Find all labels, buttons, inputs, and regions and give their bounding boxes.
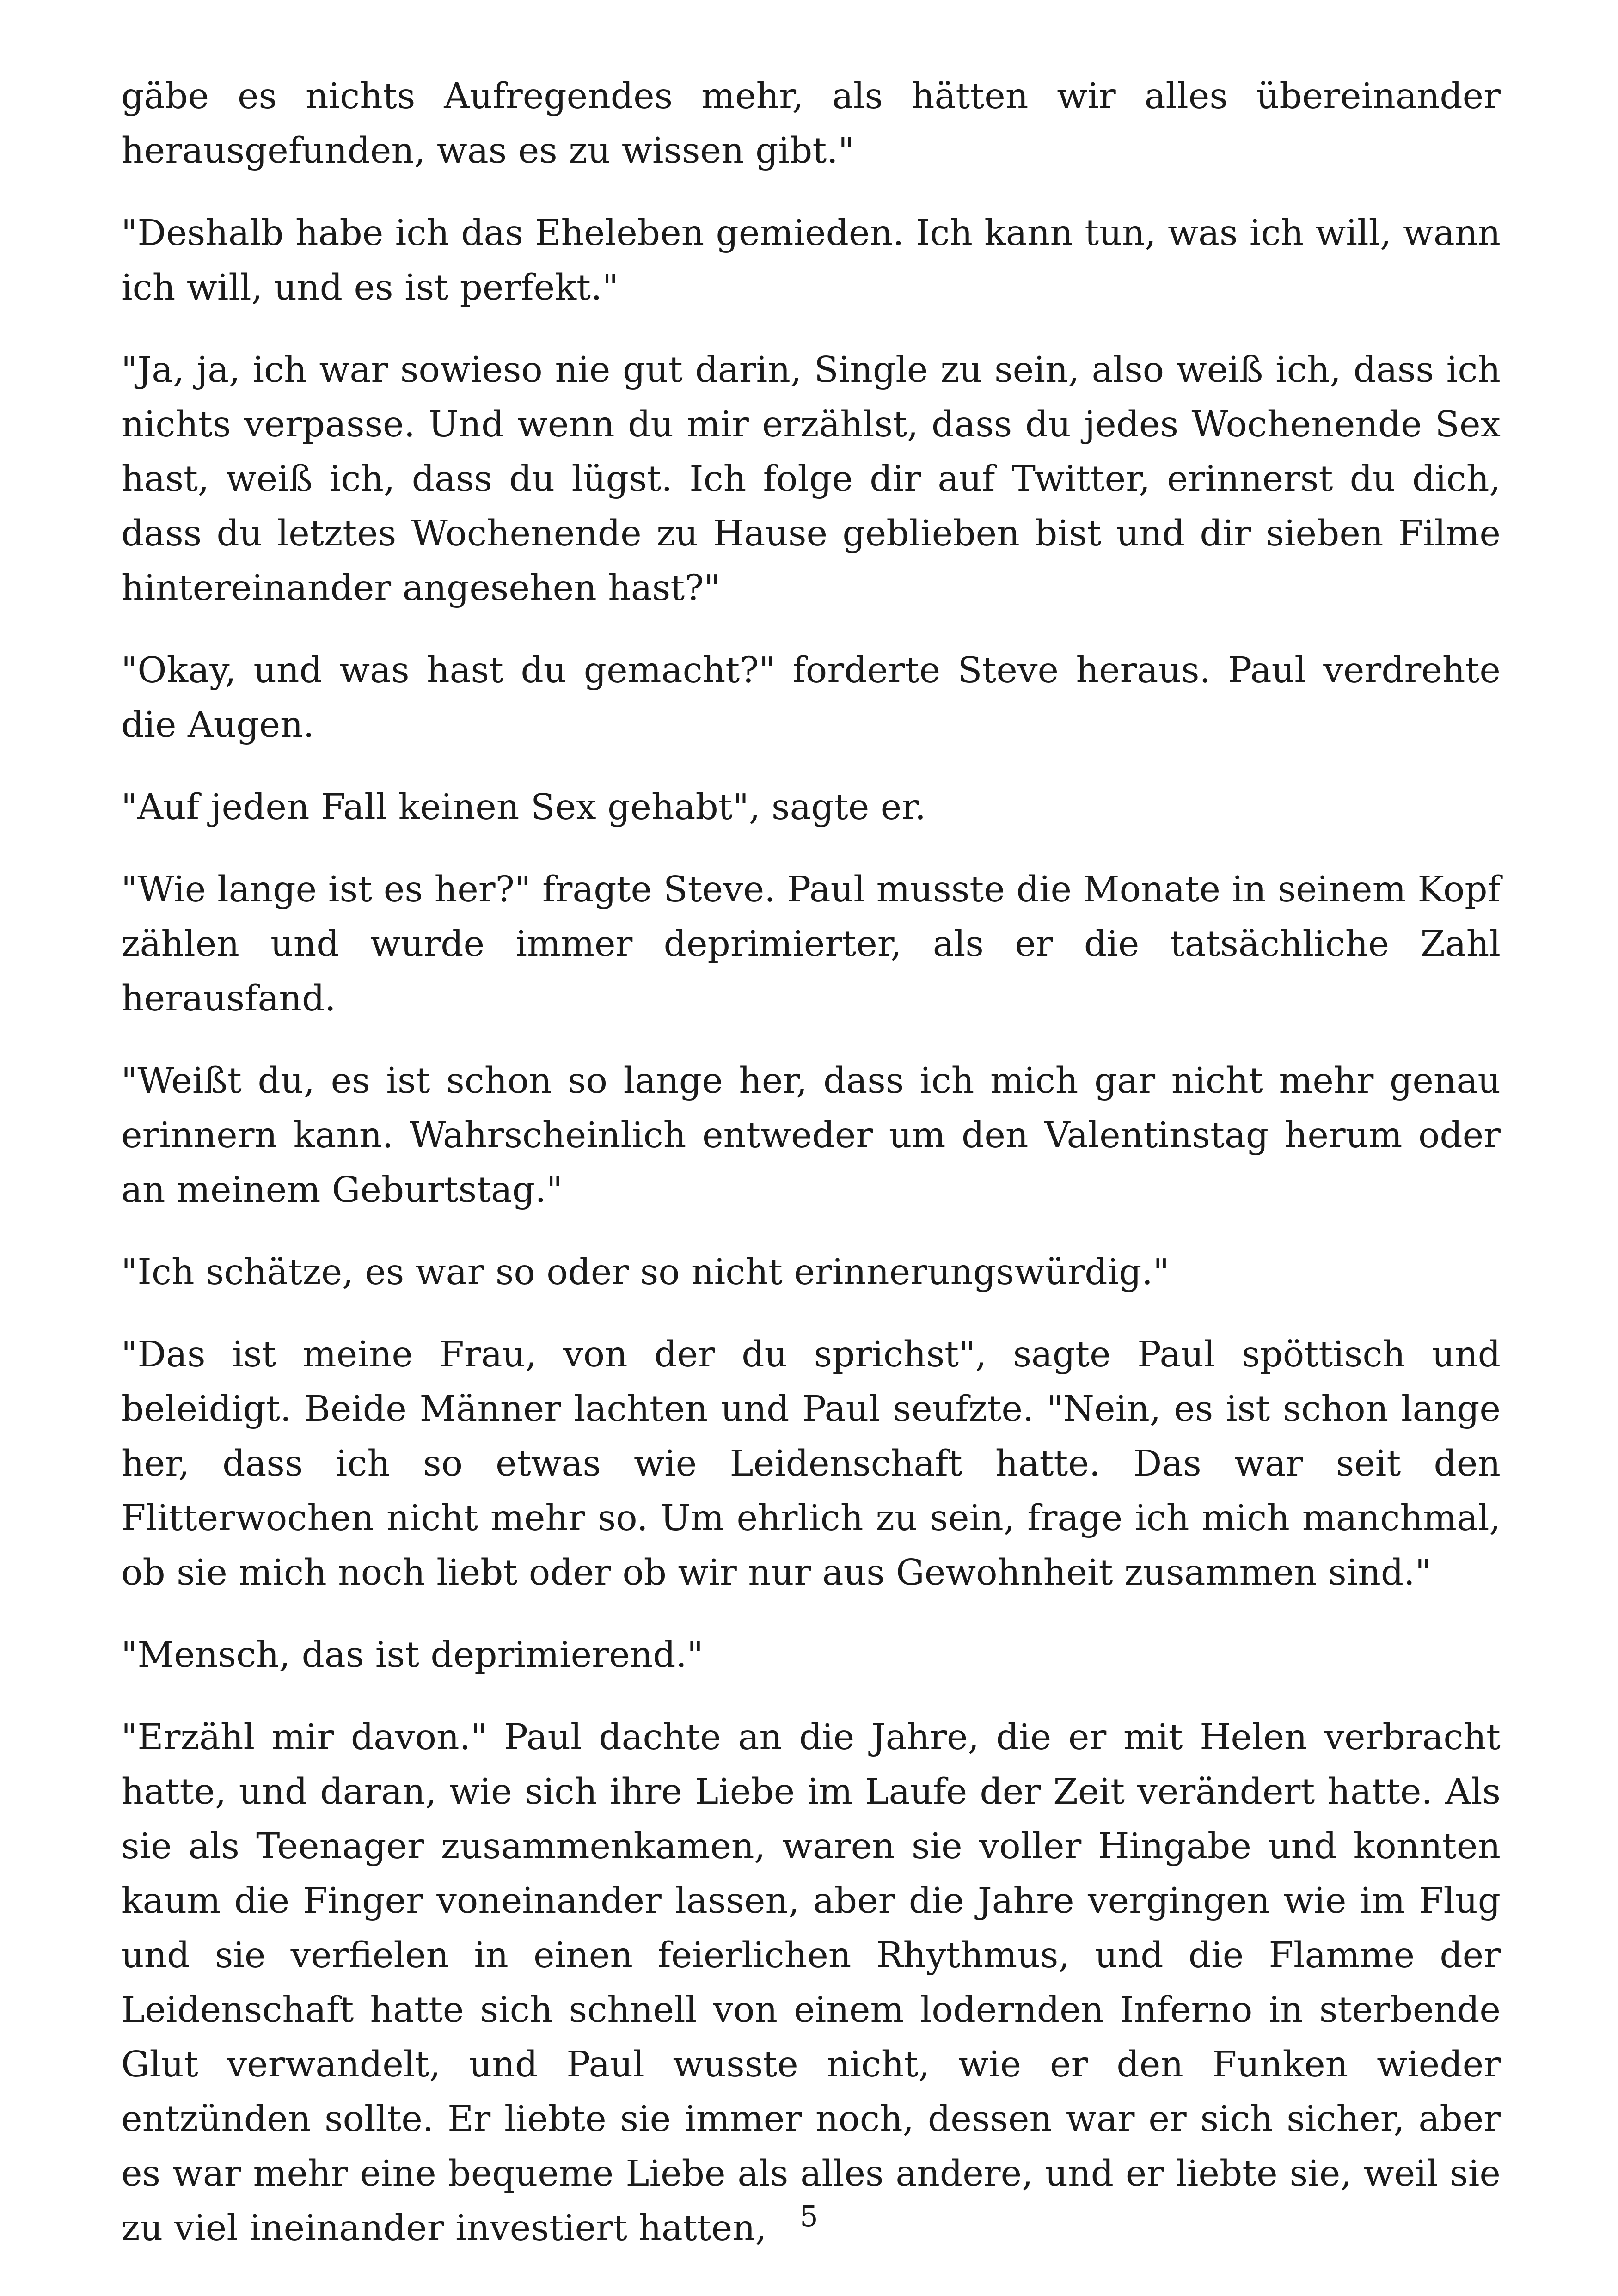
paragraph-5: "Auf jeden Fall keinen Sex gehabt", sagte er. xyxy=(121,787,926,828)
paragraph-6: "Wie lange ist es her?" fragte Steve. Paul musste die Monate in seinem Kopf zählen und wurde immer deprimierter, als er die tatsächliche Zahl herausfand. xyxy=(121,869,1501,1019)
paragraph-11: "Erzähl mir davon." Paul dachte an die Jahre, die er mit Helen verbracht hatte, und daran, wie sich ihre Liebe im Laufe der Zeit verändert hatte. Als sie als Teenager zusammenkamen, waren sie voller Hingabe und konnten kaum die Finger voneinander lassen, aber die Jahre vergingen wie im Flug und sie verfielen in einen feierlichen Rhythmus, und die Flamme der Leidenschaft hatte sich schnell von einem lodernden Inferno in sterbende Glut verwandelt, und Paul wusste nicht, wie er den Funken wieder entzünden sollte. Er liebte sie immer noch, dessen war er sich sicher, aber es war mehr eine bequeme Liebe als alles andere, und er liebte sie, weil sie zu viel ineinander investiert hatten, xyxy=(121,1717,1501,2249)
paragraph-10: "Mensch, das ist deprimierend." xyxy=(121,1635,704,1676)
paragraph-2: "Deshalb habe ich das Eheleben gemieden. Ich kann tun, was ich will, wann ich will, und es ist perfekt." xyxy=(121,213,1501,308)
body-text xyxy=(121,69,1501,2256)
paragraph-4: "Okay, und was hast du gemacht?" forderte Steve heraus. Paul verdrehte die Augen. xyxy=(121,650,1501,746)
paragraph-1: gäbe es nichts Aufregendes mehr, als hätten wir alles übereinander herausgefunden, was es zu wissen gibt." xyxy=(121,76,1501,171)
page-number: 5 xyxy=(800,2199,818,2233)
paragraph-3: "Ja, ja, ich war sowieso nie gut darin, Single zu sein, also weiß ich, dass ich nichts verpasse. Und wenn du mir erzählst, dass du jedes Wochenende Sex hast, weiß ich, dass du lügst. Ich folge dir auf Twitter, erinnerst du dich, dass du letztes Wochenende zu Hause geblieben bist und dir sieben Filme hintereinander angesehen hast?" xyxy=(121,349,1501,609)
paragraph-9: "Das ist meine Frau, von der du sprichst", sagte Paul spöttisch und beleidigt. Beide Männer lachten und Paul seufzte. "Nein, es ist schon lange her, dass ich so etwas wie Leidenschaft hatte. Das war seit den Flitterwochen nicht mehr so. Um ehrlich zu sein, frage ich mich manchmal, ob sie mich noch liebt oder ob wir nur aus Gewohnheit zusammen sind." xyxy=(121,1334,1501,1593)
paragraph-7: "Weißt du, es ist schon so lange her, dass ich mich gar nicht mehr genau erinnern kann. Wahrscheinlich entweder um den Valentinstag herum oder an meinem Geburtstag." xyxy=(121,1060,1501,1211)
paragraph-8: "Ich schätze, es war so oder so nicht erinnerungswürdig." xyxy=(121,1252,1170,1293)
